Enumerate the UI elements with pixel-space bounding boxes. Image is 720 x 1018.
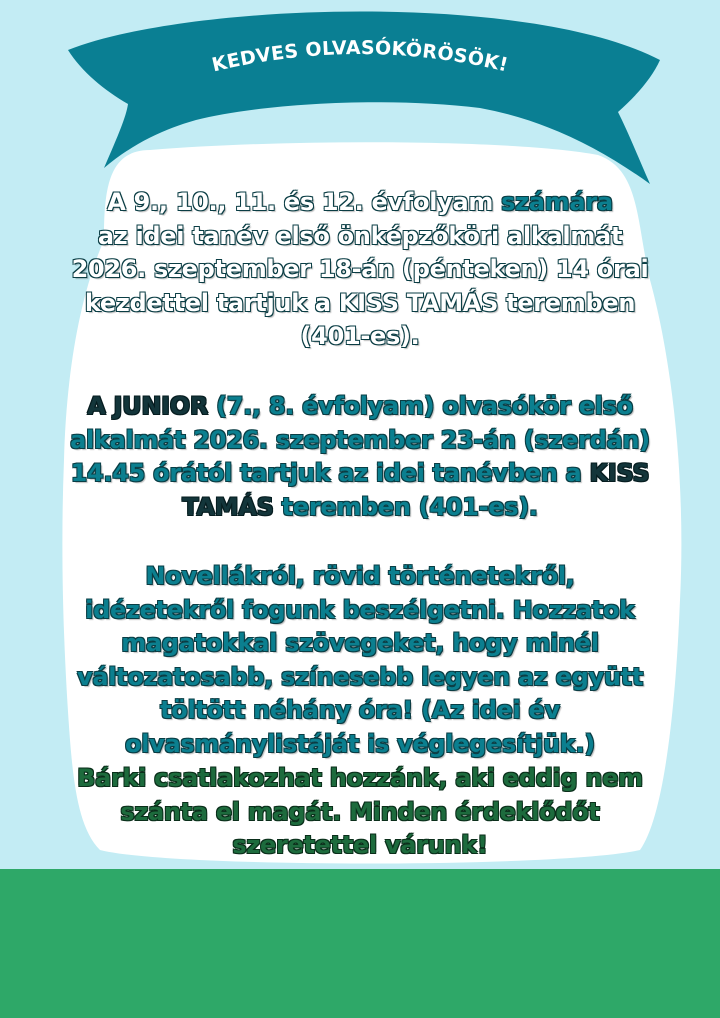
topics-line3: magatokkal szövegeket, hogy minél: [121, 629, 599, 657]
junior-line2: alkalmát 2026. szeptember 23-án (szerdán): [70, 425, 650, 454]
paragraph-topics: [40, 560, 680, 761]
title-text: KEDVES OLVASÓKÖRÖSÖK!: [209, 36, 511, 77]
junior-line1-b: (7., 8. évfolyam) olvasókör első: [208, 392, 633, 420]
paragraph-junior-session: [40, 390, 680, 524]
junior-line4-a: TAMÁS: [182, 492, 274, 521]
senior-line2: az idei tanév első önképzőköri alkalmát: [97, 221, 623, 250]
junior-line3-b: KISS: [589, 459, 650, 487]
senior-line1-b: számára: [493, 188, 613, 216]
page-title: [160, 22, 560, 102]
svg-text:KEDVES OLVASÓKÖRÖSÖK!: [210, 35, 510, 76]
junior-line4-b: teremben (401-es).: [273, 492, 538, 521]
senior-line3: 2026. szeptember 18-án (pénteken) 14 órai: [71, 255, 649, 283]
junior-line1-a: A JUNIOR: [87, 392, 209, 420]
topics-line6: olvasmánylistáját is véglegesítjük.): [125, 729, 595, 758]
paragraph-invitation: [40, 762, 680, 863]
topics-line2: idézetekről fogunk beszélgetni. Hozzatok: [85, 595, 635, 624]
invite-line1: Bárki csatlakozhat hozzánk, aki eddig nem: [77, 764, 643, 792]
invite-line3: szeretettel várunk!: [232, 831, 488, 859]
topics-line1: Novellákról, rövid történetekről,: [145, 562, 575, 590]
junior-line3-a: 14.45 órától tartjuk az idei tanévben a: [70, 459, 590, 487]
topics-line4: változatosabb, színesebb legyen az együtt: [77, 662, 643, 691]
paragraph-senior-session: [40, 186, 680, 354]
senior-line4: kezdettel tartjuk a KISS TAMÁS teremben: [84, 288, 636, 317]
senior-line1-a: A 9., 10., 11. és 12. évfolyam: [107, 188, 494, 216]
topics-line5: töltött néhány óra! (Az idei év: [160, 696, 560, 724]
senior-line5: (401-es).: [300, 322, 420, 350]
invite-line2: szánta el magát. Minden érdeklődőt: [120, 797, 600, 826]
